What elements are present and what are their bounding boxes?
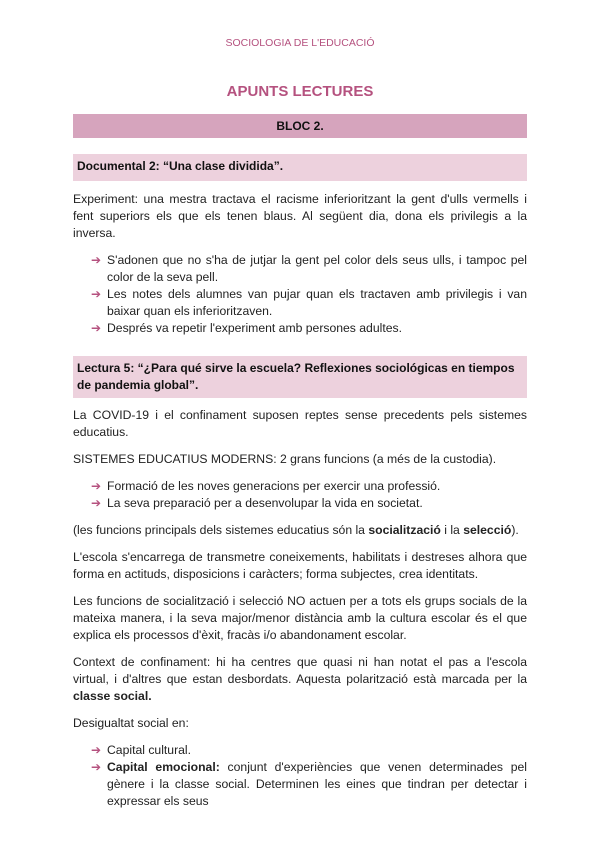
running-header: SOCIOLOGIA DE L'EDUCACIÓ [225,37,375,49]
list-item: ➔ La seva preparació per a desenvolupar la vida en societat. [91,496,423,510]
paragraph: Desigualtat social en: [73,716,189,730]
arrow-right-icon: ➔ [91,743,102,757]
paragraph: La COVID-19 i el confinament suposen reptes sense precedents pels sistemes educatius. [73,408,527,439]
paragraph: Experiment: una mestra tractava el racisme inferioritzant la gent d'ulls vermells i fent superiors els que els tenen blaus. Al següent dia, dona els privilegis a la inversa. [73,192,527,240]
list-item: ➔ Capital cultural. [91,743,191,757]
page-title: APUNTS LECTURES [226,83,374,100]
arrow-right-icon: ➔ [91,760,102,774]
documental-2-section [73,154,527,337]
list-item: ➔ Formació de les noves generacions per exercir una professió. [91,479,441,493]
arrow-right-icon: ➔ [91,496,102,510]
arrow-right-icon: ➔ [91,479,102,493]
section-heading: Lectura 5: “¿Para qué sirve la escuela? Reflexiones sociológicas en tiempos de pandemia global”. [73,356,527,398]
list-item: ➔ Després va repetir l'experiment amb persones adultes. [91,321,402,335]
arrow-right-icon: ➔ [91,321,102,335]
list-item: ➔ Capital emocional: conjunt d'experiències que venen determinades pel gènere i la classe social. Determinen les eines que tindran per detectar i expressar els seus [91,760,527,808]
arrow-right-icon: ➔ [91,253,102,267]
paragraph: Les funcions de socialització i selecció NO actuen per a tots els grups socials de la mateixa manera, i la seva major/menor distància amb la cultura escolar és el que explica els processos d'èxit, fracàs i/o abandonament escolar. [73,594,527,642]
paragraph: (les funcions principals dels sistemes educatius són la socialització i la selecció). [73,523,519,537]
paragraph: Context de confinament: hi ha centres que quasi ni han notat el pas a l'escola virtual, i d'altres que estan desbordats. Aquesta polarització està marcada per la classe social. [73,655,527,703]
section-bar: BLOC 2. [73,114,527,138]
list-item: ➔ S'adonen que no s'ha de jutjar la gent pel color dels seus ulls, i tampoc pel color de la seva pell. [91,253,527,284]
paragraph: SISTEMES EDUCATIUS MODERNS: 2 grans funcions (a més de la custodia). [73,452,497,466]
list-item: ➔ Les notes dels alumnes van pujar quan els tractaven amb privilegis i van baixar quan els inferioritzaven. [91,287,527,318]
bullet-list [73,252,527,337]
lectura-5-section [73,356,527,810]
bullet-list [73,742,527,810]
arrow-right-icon: ➔ [91,287,102,301]
section-heading: Documental 2: “Una clase dividida”. [73,154,527,181]
bullet-list [73,478,527,512]
paragraph: L'escola s'encarrega de transmetre coneixements, habilitats i destreses alhora que forma en actituds, disposicions i caràcters; forma subjectes, crea identitats. [73,550,527,581]
